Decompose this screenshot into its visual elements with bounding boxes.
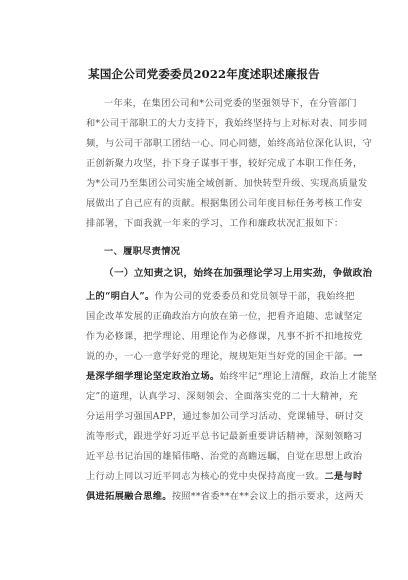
point-marker: 一 [353, 351, 363, 362]
paragraph-text: 上行动上同以习近平同志为核心的党中央保持高度一致。 [86, 471, 325, 482]
paragraph-line: 定”的道理，认真学习、深刻领会、全面落实党的二十大精神，充 [86, 391, 359, 402]
paragraph-line: 展做出了自己应有的贡献。根据集团公司年度目标任务考核工作安 [86, 198, 363, 209]
paragraph-line: 为*公司乃至集团公司实施全域创新、加快转型升级、实现高质量发 [86, 178, 368, 189]
section-heading: 一、履职尽责情况 [104, 246, 181, 257]
paragraph-line [86, 291, 355, 303]
paragraph-text: 始终牢记“理论上清醒，政治上才能坚 [219, 371, 378, 382]
paragraph-text: 作为公司的党委委员和党员领导干部，我始终把 [154, 291, 355, 302]
paragraph-text: 说的办，一心一意学好党的理论，规规矩矩当好党的国企干部。 [86, 351, 354, 362]
paragraph-line [86, 351, 363, 363]
subsection-heading: （一）立知责之识，始终在加强理论学习上用实劲，争做政治 [104, 268, 373, 279]
paragraph-line: 近平总书记治国的雄韬伟略、治党的高瞻远瞩，自觉在思想上政治 [86, 451, 363, 462]
point-heading: 是深学细学理论坚定政治立场。 [86, 371, 220, 382]
paragraph-line: 一年来，在集团公司和*公司党委的坚强领导下，在分管部门 [104, 98, 357, 109]
paragraph-line: 频，与公司干部职工团结一心、同心同德，始终高站位深化认识，守 [86, 138, 373, 149]
document-title: 某国企公司党委委员2022年度述职述廉报告 [88, 67, 320, 81]
paragraph-line: 国企改革发展的正确政治方向放在第一位，把看齐追随、忠诚坚定 [86, 311, 363, 322]
paragraph-text: 按照**省委**在**会议上的指示要求，这两天 [171, 491, 364, 502]
subsection-heading-tail: 上的“明白人”。 [86, 291, 155, 302]
paragraph-line [86, 471, 363, 483]
paragraph-line [86, 371, 378, 383]
point-heading: 二是与时 [324, 471, 363, 482]
paragraph-line: 分运用学习强国APP，通过参加公司学习活动、党课辅导、研讨交 [86, 411, 364, 422]
paragraph-line: 正创新聚力攻坚，扑下身子谋事干事，较好完成了本职工作任务， [86, 158, 363, 169]
paragraph-line: 作为必修课，把学理论、用理论作为必修课，凡事不折不扣地按党 [86, 331, 363, 342]
paragraph-line: 排部署，下面我就一年来的学习、工作和廉政状况汇报如下： [86, 218, 344, 229]
paragraph-line: 和*公司干部职工的大力支持下，我始终坚持与上对标对表、同步同 [86, 118, 368, 129]
point-heading: 俱进拓展融合思维。 [86, 491, 172, 502]
paragraph-line: 流等形式，跟进学好习近平总书记最新重要讲话精神，深刻领略习 [86, 431, 363, 442]
paragraph-line [86, 491, 364, 503]
